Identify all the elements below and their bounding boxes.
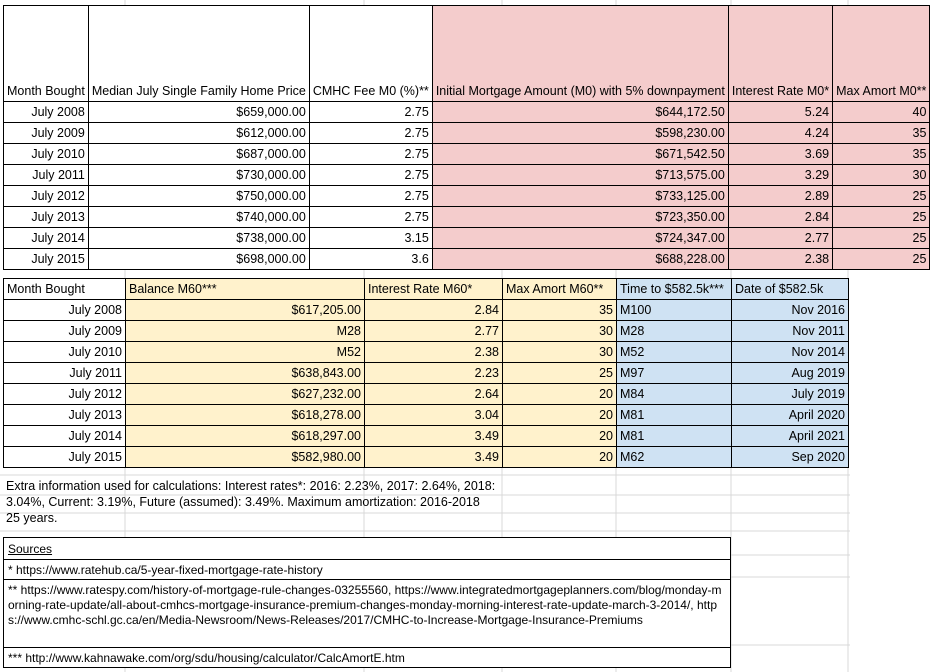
cell-cmhc-fee: 2.75	[309, 207, 432, 228]
cell-date-of-target: Sep 2020	[732, 447, 849, 468]
source-calculator: *** http://www.kahnawake.com/org/sdu/housing/calculator/CalcAmortE.htm	[8, 651, 405, 665]
table-row	[4, 342, 849, 363]
cell-time-to-target: M62	[617, 447, 732, 468]
cell-month-bought: July 2010	[4, 342, 126, 363]
cell-median-price: $730,000.00	[88, 165, 309, 186]
extra-info-text: Extra information used for calculations: Interest rates*: 2016: 2.23%, 2017: 2.64%, 2018: 3.04%, Current: 3.19%, Future (assumed): 3.49%. Maximum amortization: 2016-2018 25 years.	[6, 479, 496, 525]
col-median-price: Median July Single Family Home Price	[88, 6, 309, 102]
cell-max-amort-m0: 35	[833, 123, 930, 144]
cell-month-bought: July 2011	[4, 363, 126, 384]
table-row	[4, 249, 930, 270]
cell-month-bought: July 2010	[4, 144, 89, 165]
cell-initial-mortgage: $733,125.00	[432, 186, 728, 207]
cell-initial-mortgage: $671,542.50	[432, 144, 728, 165]
cell-month-bought: July 2015	[4, 447, 126, 468]
cell-max-amort-m0: 30	[833, 165, 930, 186]
col-interest-rate-m0: Interest Rate M0*	[728, 6, 832, 102]
table-row	[4, 300, 849, 321]
cell-month-bought: July 2012	[4, 186, 89, 207]
cell-interest-rate-m0: 3.29	[728, 165, 832, 186]
cell-max-amort-m60: 20	[503, 384, 617, 405]
source-ratehub: * https://www.ratehub.ca/5-year-fixed-mortgage-rate-history	[8, 563, 323, 577]
cell-time-to-target: M52	[617, 342, 732, 363]
col-cmhc-fee: CMHC Fee M0 (%)**	[309, 6, 432, 102]
cell-median-price: $740,000.00	[88, 207, 309, 228]
cell-cmhc-fee: 3.6	[309, 249, 432, 270]
table-row	[4, 165, 930, 186]
table-row	[4, 123, 930, 144]
table-row	[4, 447, 849, 468]
cell-interest-rate-m60: 2.64	[365, 384, 503, 405]
cell-cmhc-fee: 2.75	[309, 123, 432, 144]
cell-max-amort-m0: 25	[833, 228, 930, 249]
cell-date-of-target: Nov 2016	[732, 300, 849, 321]
cell-max-amort-m60: 20	[503, 426, 617, 447]
cell-date-of-target: Aug 2019	[732, 363, 849, 384]
cell-max-amort-m0: 25	[833, 207, 930, 228]
cell-time-to-target: M81	[617, 426, 732, 447]
cell-month-bought: July 2013	[4, 207, 89, 228]
cell-balance-m60: $638,843.00	[126, 363, 365, 384]
mortgage-initial-table	[3, 5, 930, 270]
col-initial-mortgage: Initial Mortgage Amount (M0) with 5% downpayment	[432, 6, 728, 102]
cell-max-amort-m60: 20	[503, 447, 617, 468]
cell-max-amort-m0: 40	[833, 102, 930, 123]
cell-interest-rate-m0: 2.89	[728, 186, 832, 207]
cell-month-bought: July 2009	[4, 123, 89, 144]
cell-interest-rate-m60: 2.23	[365, 363, 503, 384]
sources-box	[3, 537, 731, 668]
mortgage-m60-table	[3, 278, 849, 468]
cell-max-amort-m0: 35	[833, 144, 930, 165]
cell-date-of-target: Nov 2011	[732, 321, 849, 342]
col-time-to-target: Time to $582.5k***	[617, 279, 732, 300]
cell-max-amort-m60: 20	[503, 405, 617, 426]
cell-balance-m60: $618,297.00	[126, 426, 365, 447]
cell-balance-m60: $627,232.00	[126, 384, 365, 405]
cell-time-to-target: M81	[617, 405, 732, 426]
cell-cmhc-fee: 2.75	[309, 102, 432, 123]
cell-interest-rate-m0: 2.77	[728, 228, 832, 249]
cell-balance-m60: $618,278.00	[126, 405, 365, 426]
cell-median-price: $750,000.00	[88, 186, 309, 207]
col-balance-m60: Balance M60***	[126, 279, 365, 300]
table-row	[4, 144, 930, 165]
table-row	[4, 207, 930, 228]
table-row	[4, 405, 849, 426]
cell-max-amort-m60: 30	[503, 342, 617, 363]
divider	[4, 579, 730, 580]
cell-interest-rate-m60: 2.38	[365, 342, 503, 363]
cell-month-bought: July 2009	[4, 321, 126, 342]
col-interest-rate-m60: Interest Rate M60*	[365, 279, 503, 300]
cell-cmhc-fee: 2.75	[309, 165, 432, 186]
cell-interest-rate-m60: 2.77	[365, 321, 503, 342]
cell-balance-m60: $617,205.00	[126, 300, 365, 321]
cell-month-bought: July 2014	[4, 228, 89, 249]
cell-month-bought: July 2014	[4, 426, 126, 447]
col-month-bought: Month Bought	[4, 6, 89, 102]
cell-time-to-target: M97	[617, 363, 732, 384]
col-max-amort-m60: Max Amort M60**	[503, 279, 617, 300]
divider	[4, 559, 730, 560]
source-rule-changes: ** https://www.ratespy.com/history-of-mortgage-rule-changes-03255560, https://www.integratedmortgageplanners.com/blog/monday-morning-rate-update/all-about-cmhcs-mortgage-insurance-premium-changes-monday-morning-interest-rate-update-march-3-2014/, https://www.cmhc-schl.gc.ca/en/Media-Newsroom/News-Releases/2017/CMHC-to-Increase-Mortgage-Insurance-Premiums	[8, 583, 722, 627]
cell-month-bought: July 2008	[4, 102, 89, 123]
cell-initial-mortgage: $724,347.00	[432, 228, 728, 249]
cell-initial-mortgage: $688,228.00	[432, 249, 728, 270]
cell-median-price: $698,000.00	[88, 249, 309, 270]
cell-max-amort-m60: 25	[503, 363, 617, 384]
cell-date-of-target: July 2019	[732, 384, 849, 405]
cell-interest-rate-m0: 4.24	[728, 123, 832, 144]
cell-cmhc-fee: 2.75	[309, 144, 432, 165]
cell-month-bought: July 2012	[4, 384, 126, 405]
cell-interest-rate-m60: 2.84	[365, 300, 503, 321]
cell-date-of-target: Nov 2014	[732, 342, 849, 363]
cell-time-to-target: M100	[617, 300, 732, 321]
table-header-row	[4, 279, 849, 300]
table-row	[4, 321, 849, 342]
table-row	[4, 384, 849, 405]
cell-balance-m60: M52	[126, 342, 365, 363]
cell-initial-mortgage: $713,575.00	[432, 165, 728, 186]
cell-time-to-target: M28	[617, 321, 732, 342]
cell-interest-rate-m0: 3.69	[728, 144, 832, 165]
cell-interest-rate-m0: 2.84	[728, 207, 832, 228]
cell-interest-rate-m60: 3.49	[365, 426, 503, 447]
cell-initial-mortgage: $644,172.50	[432, 102, 728, 123]
col-max-amort-m0: Max Amort M0**	[833, 6, 930, 102]
cell-median-price: $687,000.00	[88, 144, 309, 165]
cell-max-amort-m60: 35	[503, 300, 617, 321]
cell-median-price: $612,000.00	[88, 123, 309, 144]
table-header-row	[4, 6, 930, 102]
divider	[4, 647, 730, 648]
cell-initial-mortgage: $723,350.00	[432, 207, 728, 228]
cell-max-amort-m0: 25	[833, 249, 930, 270]
cell-month-bought: July 2011	[4, 165, 89, 186]
cell-max-amort-m0: 25	[833, 186, 930, 207]
cell-median-price: $738,000.00	[88, 228, 309, 249]
cell-initial-mortgage: $598,230.00	[432, 123, 728, 144]
cell-interest-rate-m60: 3.49	[365, 447, 503, 468]
cell-balance-m60: M28	[126, 321, 365, 342]
table-row	[4, 228, 930, 249]
cell-date-of-target: April 2021	[732, 426, 849, 447]
table-row	[4, 426, 849, 447]
cell-balance-m60: $582,980.00	[126, 447, 365, 468]
cell-median-price: $659,000.00	[88, 102, 309, 123]
cell-time-to-target: M84	[617, 384, 732, 405]
col-date-of-target: Date of $582.5k	[732, 279, 849, 300]
cell-month-bought: July 2013	[4, 405, 126, 426]
cell-interest-rate-m60: 3.04	[365, 405, 503, 426]
cell-cmhc-fee: 3.15	[309, 228, 432, 249]
cell-interest-rate-m0: 5.24	[728, 102, 832, 123]
cell-month-bought: July 2008	[4, 300, 126, 321]
col-month-bought: Month Bought	[4, 279, 126, 300]
table-row	[4, 186, 930, 207]
cell-interest-rate-m0: 2.38	[728, 249, 832, 270]
sources-title: Sources	[8, 542, 53, 556]
cell-date-of-target: April 2020	[732, 405, 849, 426]
table-row	[4, 363, 849, 384]
cell-cmhc-fee: 2.75	[309, 186, 432, 207]
cell-max-amort-m60: 30	[503, 321, 617, 342]
table-row	[4, 102, 930, 123]
cell-month-bought: July 2015	[4, 249, 89, 270]
